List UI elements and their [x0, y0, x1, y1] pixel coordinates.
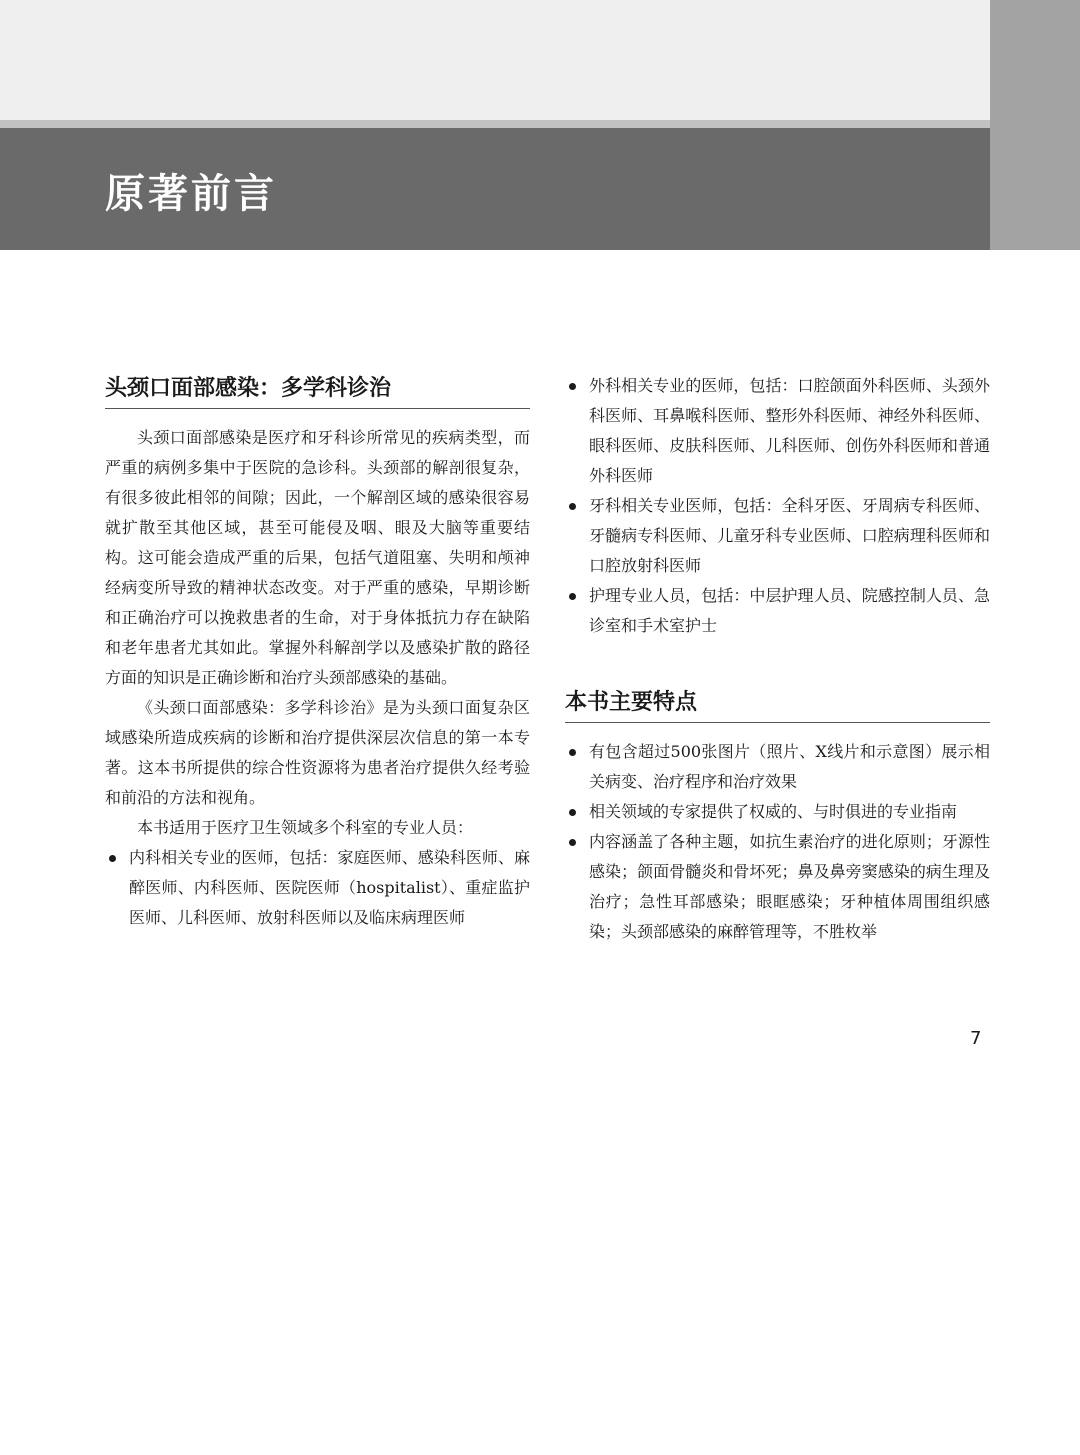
bullet-dot-icon — [569, 809, 576, 816]
list-item-text: 内科相关专业的医师，包括：家庭医师、感染科医师、麻醉医师、内科医师、医院医师（hospitalist）、重症监护医师、儿科医师、放射科医师以及临床病理医师 — [129, 848, 530, 927]
section-heading-intro: 头颈口面部感染：多学科诊治 — [105, 371, 530, 409]
list-item — [565, 491, 990, 581]
paragraph: 头颈口面部感染是医疗和牙科诊所常见的疾病类型，而严重的病例多集中于医院的急诊科。头颈部的解剖很复杂，有很多彼此相邻的间隙；因此，一个解剖区域的感染很容易就扩散至其他区域，甚至可能侵及咽、眼及大脑等重要结构。这可能会造成严重的后果，包括气道阻塞、失明和颅神经病变所导致的精神状态改变。对于严重的感染，早期诊断和正确治疗可以挽救患者的生命，对于身体抵抗力存在缺陷和老年患者尤其如此。掌握外科解剖学以及感染扩散的路径方面的知识是正确诊断和治疗头颈部感染的基础。 — [105, 428, 530, 687]
header-side-block — [990, 0, 1080, 250]
bullet-dot-icon — [569, 503, 576, 510]
list-item-text: 外科相关专业的医师，包括：口腔颌面外科医师、头颈外科医师、耳鼻喉科医师、整形外科医师、神经外科医师、眼科医师、皮肤科医师、儿科医师、创伤外科医师和普通外科医师 — [589, 376, 990, 485]
right-column — [565, 371, 990, 947]
bullet-dot-icon — [109, 855, 116, 862]
list-item — [565, 797, 990, 827]
features-list — [565, 737, 990, 947]
list-item-text: 护理专业人员，包括：中层护理人员、院感控制人员、急诊室和手术室护士 — [589, 586, 990, 635]
bullet-dot-icon — [569, 593, 576, 600]
paragraph: 本书适用于医疗卫生领域多个科室的专业人员： — [137, 818, 474, 837]
bullet-dot-icon — [569, 839, 576, 846]
section-heading-features: 本书主要特点 — [565, 685, 990, 723]
list-item — [565, 827, 990, 947]
list-item — [565, 737, 990, 797]
list-item-text: 有包含超过500张图片（照片、X线片和示意图）展示相关病变、治疗程序和治疗效果 — [589, 742, 990, 791]
list-item-text: 牙科相关专业医师，包括：全科牙医、牙周病专科医师、牙髓病专科医师、儿童牙科专业医师、口腔病理科医师和口腔放射科医师 — [589, 496, 990, 575]
audience-list-continued — [565, 371, 990, 641]
bullet-dot-icon — [569, 383, 576, 390]
header-light-band — [0, 0, 990, 120]
list-item-text: 内容涵盖了各种主题，如抗生素治疗的进化原则；牙源性感染；颌面骨髓炎和骨坏死；鼻及鼻旁窦感染的病生理及治疗；急性耳部感染；眼眶感染；牙种植体周围组织感染；头颈部感染的麻醉管理等，不胜枚举 — [589, 832, 990, 941]
page-number: 7 — [970, 1028, 982, 1049]
list-item-text: 相关领域的专家提供了权威的、与时俱进的专业指南 — [589, 802, 958, 821]
paragraph: 《头颈口面部感染：多学科诊治》是为头颈口面复杂区域感染所造成疾病的诊断和治疗提供深层次信息的第一本专著。这本书所提供的综合性资源将为患者治疗提供久经考验和前沿的方法和视角。 — [105, 698, 530, 807]
chapter-title: 原著前言 — [105, 171, 277, 217]
bullet-dot-icon — [569, 749, 576, 756]
list-item — [105, 843, 530, 933]
audience-list — [105, 843, 530, 933]
list-item — [565, 581, 990, 641]
left-column — [105, 371, 530, 933]
header-separator — [0, 120, 990, 128]
list-item — [565, 371, 990, 491]
